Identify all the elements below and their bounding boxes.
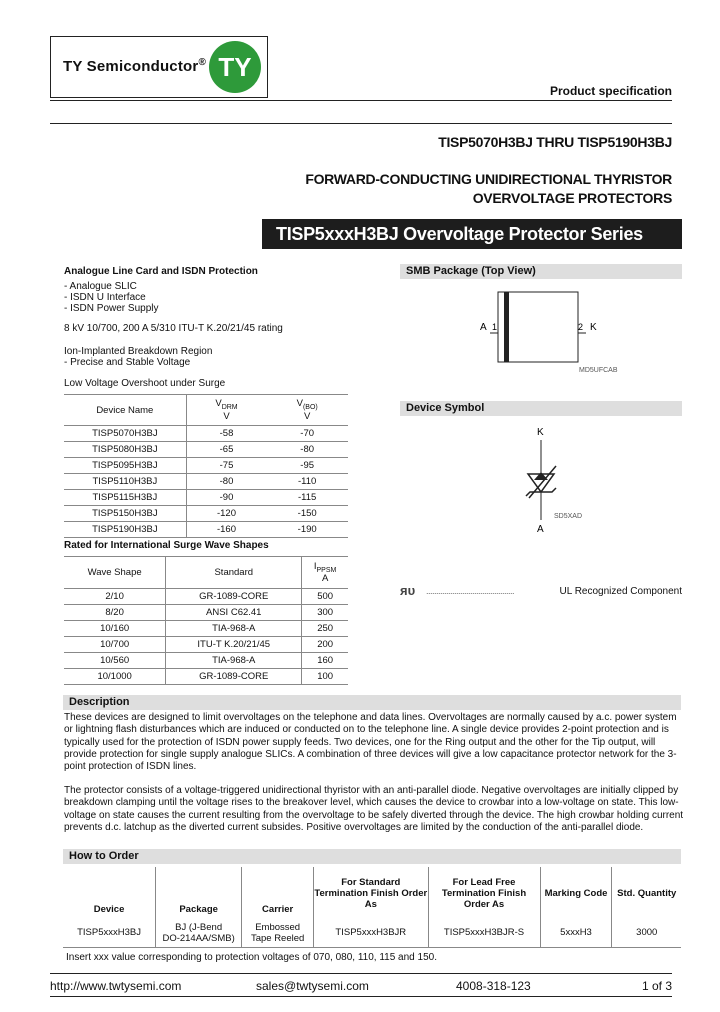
symbol-k-label: K: [537, 427, 544, 438]
package-body: [498, 292, 578, 362]
ul-mark-icon: ᴙᴜ: [400, 583, 416, 598]
order-col-package: Package: [156, 867, 242, 919]
symbol-code: SD5XAD: [554, 513, 583, 520]
pin-2-label: 2: [578, 322, 584, 332]
col-vdrm: $V_{DRM}$ V: [186, 395, 266, 426]
header-divider-2: [50, 123, 672, 124]
description-section-header: Description: [63, 695, 681, 710]
table-row: 10/1000 GR-1089-CORE 100: [64, 669, 348, 685]
table-row: 2/10 GR-1089-CORE 500: [64, 589, 348, 605]
footer-page-number: 1 of 3: [641, 979, 672, 993]
order-row: TISP5xxxH3BJ BJ (J-Bend DO-214AA/SMB) Embossed Tape Reeled TISP5xxxH3BJR TISP5xxxH3BJR-S 5xxxH3 3000: [63, 919, 681, 947]
implant-item: - Precise and Stable Voltage: [64, 357, 191, 368]
product-spec-label: Product specification: [549, 84, 672, 98]
pin-a-label: A: [480, 322, 487, 333]
col-device-name: Device Name: [64, 395, 186, 426]
package-code: MD5UFCAB: [579, 367, 618, 374]
table-row: TISP5070H3BJ -58 -70: [64, 426, 348, 442]
package-section-header: SMB Package (Top View): [400, 264, 682, 279]
col-standard: Standard: [166, 557, 302, 589]
pin-k-label: K: [590, 322, 597, 333]
ul-dots: ............................................: [426, 586, 515, 596]
feature-item: - Analogue SLIC: [64, 281, 137, 292]
table-row: TISP5150H3BJ -120 -150: [64, 506, 348, 522]
company-logo: [50, 36, 268, 98]
footer-divider: [50, 973, 672, 974]
device-table: [64, 394, 348, 538]
low-voltage-title: Low Voltage Overshoot under Surge: [64, 378, 226, 389]
description-paragraph-1: These devices are designed to limit overvoltages on the telephone and data lines. Overvoltages are normally caused by a.c. power system or lightning flash disturbances which are induced or conducted on to the telephone line. A single device provides 2-point protection and is typically used for the protection of ISDN power supply feeds. Two devices, one for the Ring output and the other for the Tip output, will provide protection for single supply analogue SLICs. A combination of three devices will give a low capacitance protector network for the 3-point protection of ISDN lines.: [64, 712, 677, 773]
device-symbol: [500, 420, 610, 540]
feature-item: - ISDN Power Supply: [64, 303, 159, 314]
order-col-carrier: Carrier: [242, 867, 314, 919]
surge-table: [64, 556, 348, 685]
footer-phone: 4008-318-123: [456, 979, 531, 993]
table-row: TISP5115H3BJ -90 -115: [64, 490, 348, 506]
table-row: TISP5190H3BJ -160 -190: [64, 522, 348, 538]
order-col-marking: Marking Code: [540, 867, 612, 919]
surge-table-title: Rated for International Surge Wave Shapes: [64, 540, 269, 551]
description-paragraph-2: The protector consists of a voltage-triggered unidirectional thyristor with an anti-parallel diode. Negative overvoltages are initially clipped by breakdown clamping until the voltage rises to the breakover level, which causes the device to crowbar into a low-voltage on state. This low-voltage on state causes the current resulting from the overvoltage to be safely diverted through the device. The high crowbar holding current prevents d.c. latchup as the diverted current subsides. Positive overvoltages are limited by the conduction of the anti-parallel diode.: [64, 785, 684, 833]
order-col-standard: For Standard Termination Finish Order As: [314, 867, 428, 919]
table-row: 8/20 ANSI C62.41 300: [64, 605, 348, 621]
surge-rating: 8 kV 10/700, 200 A 5/310 ITU-T K.20/21/45 rating: [64, 323, 283, 334]
subtitle-line-1: FORWARD-CONDUCTING UNIDIRECTIONAL THYRISTOR: [305, 171, 672, 187]
cathode-band: [504, 292, 509, 362]
ul-recognition: [400, 583, 682, 599]
order-col-quantity: Std. Quantity: [612, 867, 681, 919]
footer-divider-2: [50, 996, 672, 997]
implant-title: Ion-Implanted Breakdown Region: [64, 346, 213, 357]
header-divider: [50, 100, 672, 101]
col-vbo: $V_{(BO)}$ V: [266, 395, 348, 426]
features-title: Analogue Line Card and ISDN Protection: [64, 266, 258, 277]
table-row: 10/160 TIA-968-A 250: [64, 621, 348, 637]
logo-mark: TY: [209, 41, 261, 93]
order-section-header: How to Order: [63, 849, 681, 864]
order-table: [63, 867, 681, 948]
pin-1-label: 1: [492, 322, 498, 332]
brand-name: TY Semiconductor®: [63, 57, 207, 75]
feature-item: - ISDN U Interface: [64, 292, 146, 303]
series-banner: TISP5xxxH3BJ Overvoltage Protector Series: [262, 219, 682, 249]
col-ippsm: $I_{PPSM}$ A: [302, 557, 348, 589]
order-col-lead-free: For Lead Free Termination Finish Order As: [428, 867, 540, 919]
order-col-device: Device: [93, 904, 125, 915]
subtitle-line-2: OVERVOLTAGE PROTECTORS: [472, 190, 672, 206]
table-row: TISP5095H3BJ -75 -95: [64, 458, 348, 474]
order-note: Insert xxx value corresponding to protection voltages of 070, 080, 110, 115 and 150.: [66, 952, 437, 963]
footer-url[interactable]: http://www.twtysemi.com: [50, 979, 182, 993]
table-row: TISP5110H3BJ -80 -110: [64, 474, 348, 490]
package-diagram: [470, 288, 618, 378]
part-range-title: TISP5070H3BJ THRU TISP5190H3BJ: [438, 134, 672, 150]
table-row: 10/700 ITU-T K.20/21/45 200: [64, 637, 348, 653]
table-row: 10/560 TIA-968-A 160: [64, 653, 348, 669]
table-row: TISP5080H3BJ -65 -80: [64, 442, 348, 458]
ul-text: UL Recognized Component: [559, 586, 682, 597]
symbol-a-label: A: [537, 524, 544, 535]
symbol-section-header: Device Symbol: [400, 401, 682, 416]
col-wave-shape: Wave Shape: [64, 557, 166, 589]
footer-email[interactable]: sales@twtysemi.com: [256, 979, 369, 993]
